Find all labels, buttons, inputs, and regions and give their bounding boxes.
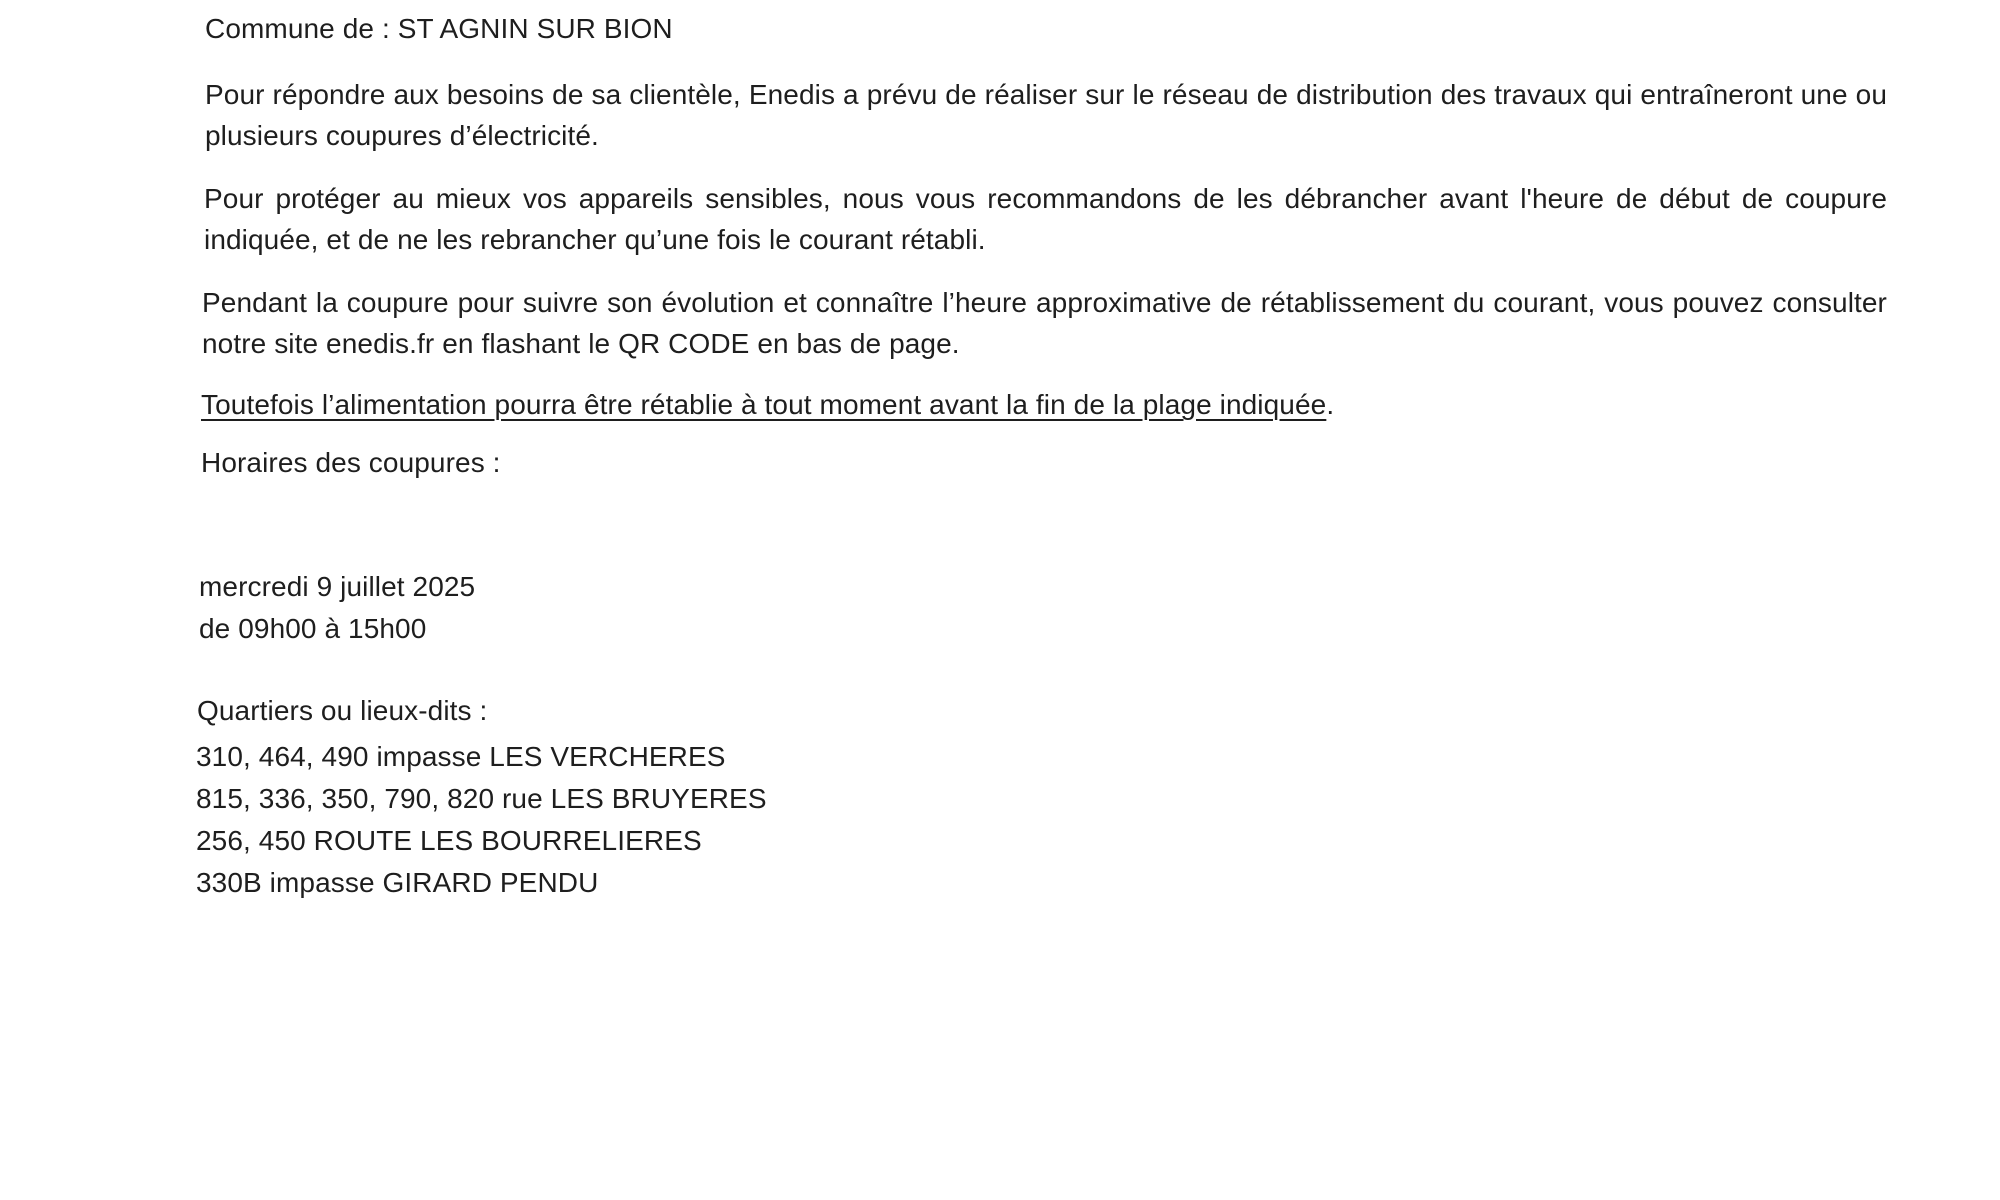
- locations-list: [196, 736, 767, 904]
- schedule-date: mercredi 9 juillet 2025: [199, 571, 476, 602]
- locations-label: Quartiers ou lieux-dits :: [197, 695, 488, 726]
- paragraph-intro: Pour répondre aux besoins de sa clientèle, Enedis a prévu de réaliser sur le réseau de distribution des travaux qui entraîneront une ou plusieurs coupures d’électricité.: [205, 79, 1887, 151]
- commune-heading: Commune de : ST AGNIN SUR BION: [205, 13, 673, 44]
- paragraph-protection-advice: Pour protéger au mieux vos appareils sensibles, nous vous recommandons de les débrancher avant l'heure de début de coupure indiquée, et de ne les rebrancher qu’une fois le courant rétabli.: [204, 183, 1887, 255]
- location-item: 330B impasse GIRARD PENDU: [196, 867, 599, 898]
- location-item: 815, 336, 350, 790, 820 rue LES BRUYERES: [196, 783, 767, 814]
- location-item: 256, 450 ROUTE LES BOURRELIERES: [196, 825, 702, 856]
- schedule-label: Horaires des coupures :: [201, 447, 501, 478]
- location-item: 310, 464, 490 impasse LES VERCHERES: [196, 741, 726, 772]
- paragraph-tracking-info: Pendant la coupure pour suivre son évolution et connaître l’heure approximative de rétablissement du courant, vous pouvez consulter notre site enedis.fr en flashant le QR CODE en bas de page.: [202, 287, 1887, 359]
- schedule-time: de 09h00 à 15h00: [199, 613, 427, 644]
- restoration-note-underlined: Toutefois l’alimentation pourra être rétablie à tout moment avant la fin de la plage indiquée: [201, 389, 1327, 420]
- restoration-note-suffix: .: [1326, 389, 1335, 420]
- restoration-note: [201, 388, 1334, 422]
